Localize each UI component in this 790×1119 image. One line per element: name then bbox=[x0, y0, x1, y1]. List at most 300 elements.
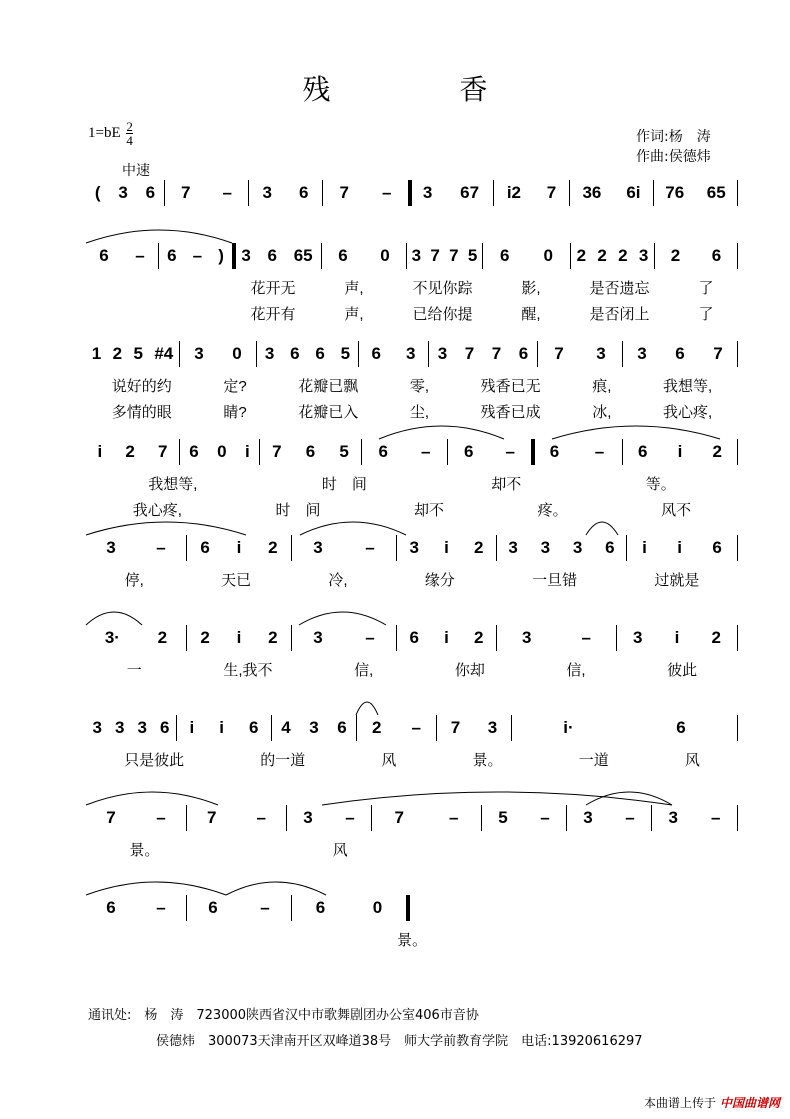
lyric-word: 景。 bbox=[472, 752, 503, 769]
note: 6 bbox=[99, 246, 109, 265]
notes-row bbox=[86, 895, 738, 921]
note: – bbox=[421, 442, 431, 461]
note: 3 bbox=[540, 538, 551, 557]
measure bbox=[287, 805, 371, 831]
note: 2 bbox=[372, 718, 382, 737]
lyric-word: 景。 bbox=[396, 932, 427, 949]
measure bbox=[86, 180, 164, 206]
lyric-word: 残香已无 bbox=[480, 378, 541, 395]
note: 3 bbox=[313, 538, 323, 557]
measure bbox=[357, 715, 436, 741]
lyric-word: 了 bbox=[698, 306, 714, 323]
measure bbox=[483, 243, 570, 269]
note: 3 bbox=[437, 344, 448, 363]
contact-info bbox=[88, 1003, 643, 1055]
note: 7 bbox=[449, 246, 459, 265]
note: 3 bbox=[241, 246, 251, 265]
note: 2 bbox=[125, 442, 135, 461]
lyric-word: 生,我不 bbox=[223, 662, 273, 679]
lyric-word: 不见你踪 bbox=[412, 280, 473, 297]
note: 67 bbox=[460, 183, 480, 202]
song-title: 残 香 bbox=[302, 73, 548, 106]
lyric-word: 的一道 bbox=[260, 752, 306, 769]
measure bbox=[372, 805, 481, 831]
note: – bbox=[581, 628, 591, 647]
measure bbox=[180, 439, 259, 465]
lyric-word: 风 bbox=[381, 752, 397, 769]
note: i bbox=[219, 718, 224, 737]
measure bbox=[180, 341, 256, 367]
note: – bbox=[449, 808, 459, 827]
measure bbox=[532, 439, 622, 465]
lyric-line bbox=[86, 279, 738, 299]
measure bbox=[482, 805, 566, 831]
measure bbox=[497, 625, 616, 651]
note: 6 bbox=[267, 246, 277, 265]
note: 3 bbox=[638, 246, 649, 265]
note: 3 bbox=[422, 183, 433, 202]
note: 7 bbox=[272, 442, 282, 461]
measure bbox=[494, 180, 569, 206]
lyric-word: 过就是 bbox=[654, 572, 700, 589]
note: 2 bbox=[576, 246, 587, 265]
note: 7 bbox=[430, 246, 440, 265]
note: 7 bbox=[464, 344, 475, 363]
note: 3 bbox=[194, 344, 204, 363]
lyric-word: 尘, bbox=[409, 404, 430, 421]
lyric-word: 醒, bbox=[521, 306, 541, 323]
note: – bbox=[365, 538, 375, 557]
measure bbox=[260, 439, 361, 465]
note: 7 bbox=[554, 344, 564, 363]
note: 6 bbox=[712, 538, 722, 557]
note: 2 bbox=[618, 246, 628, 265]
lyric-line bbox=[86, 841, 738, 861]
note: 3 bbox=[106, 538, 116, 557]
note: 6 bbox=[315, 344, 325, 363]
note: 0 bbox=[372, 898, 383, 917]
note: 6 bbox=[106, 898, 116, 917]
lyric-word: 时 间 bbox=[275, 502, 321, 519]
note: 6 bbox=[464, 442, 474, 461]
notes-row bbox=[86, 341, 738, 367]
measure bbox=[86, 535, 186, 561]
note: ( bbox=[94, 183, 101, 202]
note: i bbox=[236, 538, 242, 557]
measure bbox=[233, 243, 321, 269]
note: 3 bbox=[583, 808, 593, 827]
note: 0 bbox=[380, 246, 390, 265]
measure bbox=[652, 805, 737, 831]
lyric-word: 信, bbox=[566, 662, 586, 679]
note: – bbox=[222, 183, 232, 202]
barline bbox=[737, 439, 738, 465]
note: – bbox=[594, 442, 605, 461]
measure bbox=[292, 535, 396, 561]
note: – bbox=[540, 808, 550, 827]
note: 3 bbox=[487, 718, 498, 737]
note: – bbox=[711, 808, 721, 827]
lyric-word: 说好的约 bbox=[111, 378, 172, 395]
double-barline bbox=[406, 895, 410, 921]
note: i bbox=[444, 538, 449, 557]
measure bbox=[322, 243, 406, 269]
note: 1 bbox=[91, 344, 102, 363]
time-numerator: 2 bbox=[126, 119, 133, 134]
lyric-line bbox=[86, 377, 738, 397]
note: 2 bbox=[711, 628, 721, 647]
note: 7 bbox=[546, 183, 557, 202]
measure bbox=[359, 341, 428, 367]
note: 6 bbox=[500, 246, 510, 265]
key-label: 1= bbox=[88, 124, 104, 141]
measure bbox=[362, 439, 447, 465]
key-signature bbox=[88, 120, 133, 147]
note: 3 bbox=[633, 628, 643, 647]
note: 3 bbox=[264, 344, 275, 363]
lyric-word: 影, bbox=[521, 280, 541, 297]
note: #4 bbox=[154, 344, 174, 363]
note: 3 bbox=[637, 344, 647, 363]
note: 6 bbox=[711, 246, 722, 265]
note: 6 bbox=[189, 442, 199, 461]
lyric-word: 风不 bbox=[661, 502, 692, 519]
lyric-word: 景。 bbox=[129, 842, 160, 859]
note: i2 bbox=[506, 183, 522, 202]
measure bbox=[570, 180, 653, 206]
lyric-line bbox=[86, 571, 738, 591]
measure bbox=[497, 535, 626, 561]
lyric-word: 残香已成 bbox=[480, 404, 541, 421]
barline bbox=[737, 715, 738, 741]
note: 7 bbox=[181, 183, 191, 202]
note: 2 bbox=[200, 628, 210, 647]
measure bbox=[538, 341, 622, 367]
note: 5 bbox=[340, 344, 351, 363]
note: – bbox=[345, 808, 355, 827]
lyric-word: 疼。 bbox=[537, 502, 568, 519]
note: 7 bbox=[394, 808, 404, 827]
note: 6 bbox=[337, 718, 347, 737]
note: i bbox=[642, 538, 647, 557]
note: 65 bbox=[706, 183, 726, 202]
tempo-marking: 中速 bbox=[122, 163, 150, 179]
note: 7 bbox=[713, 344, 723, 363]
note: 3 bbox=[411, 246, 422, 265]
note: 3 bbox=[309, 718, 319, 737]
note: 3 bbox=[115, 718, 125, 737]
lyric-word: 一道 bbox=[578, 752, 609, 769]
credits bbox=[636, 127, 711, 167]
lyric-line bbox=[86, 475, 738, 495]
note: 2 bbox=[473, 628, 484, 647]
measure bbox=[86, 715, 176, 741]
note: – bbox=[256, 808, 266, 827]
lyric-word: 却不 bbox=[414, 502, 445, 519]
lyric-word: 我想等, bbox=[662, 378, 713, 395]
note: 2 bbox=[268, 628, 278, 647]
note: 0 bbox=[232, 344, 242, 363]
note: – bbox=[505, 442, 515, 461]
upload-text: 本曲谱上传于 bbox=[643, 1096, 716, 1110]
note: – bbox=[365, 628, 375, 647]
note: i bbox=[189, 718, 195, 737]
note: 3 bbox=[409, 538, 420, 557]
lyric-word: 等。 bbox=[645, 476, 676, 493]
measure bbox=[567, 805, 651, 831]
note: 3 bbox=[508, 538, 518, 557]
note: 6 bbox=[299, 183, 309, 202]
note: 3 bbox=[668, 808, 678, 827]
notes-row bbox=[86, 625, 738, 651]
measure bbox=[249, 180, 322, 206]
barline bbox=[737, 180, 738, 206]
measure bbox=[272, 715, 356, 741]
note: 6 bbox=[518, 344, 529, 363]
lyric-word: 痕, bbox=[592, 378, 612, 395]
lyric-word: 风 bbox=[684, 752, 700, 769]
lyric-word: 时 间 bbox=[321, 476, 367, 493]
notes-row bbox=[86, 243, 738, 269]
note: – bbox=[411, 718, 421, 737]
lyric-word: 停, bbox=[124, 572, 144, 589]
lyric-word: 冷, bbox=[328, 572, 348, 589]
note: 2 bbox=[157, 628, 168, 647]
measure bbox=[177, 715, 271, 741]
note: 6 bbox=[200, 538, 210, 557]
note: 0 bbox=[543, 246, 553, 265]
note: 7 bbox=[157, 442, 168, 461]
measure bbox=[627, 535, 737, 561]
composer: 作曲:侯德炜 bbox=[636, 149, 711, 165]
notes-row bbox=[86, 535, 738, 561]
note: 6 bbox=[338, 246, 348, 265]
note: 2 bbox=[473, 538, 484, 557]
barline bbox=[737, 535, 738, 561]
lyric-word: 是否遗忘 bbox=[589, 280, 650, 297]
measure bbox=[86, 439, 179, 465]
measure bbox=[86, 625, 186, 651]
note: 2 bbox=[268, 538, 278, 557]
note: 6 bbox=[676, 718, 686, 737]
note: 3 bbox=[313, 628, 323, 647]
note: i bbox=[674, 628, 680, 647]
measure bbox=[86, 243, 158, 269]
note: 7 bbox=[491, 344, 502, 363]
measure bbox=[187, 805, 286, 831]
note: 2 bbox=[670, 246, 681, 265]
note: 5 bbox=[339, 442, 349, 461]
barline bbox=[737, 243, 738, 269]
note: – bbox=[260, 898, 270, 917]
measure bbox=[165, 180, 248, 206]
note: i· bbox=[563, 718, 574, 737]
lyric-word: 你却 bbox=[454, 662, 485, 679]
lyric-line bbox=[86, 305, 738, 325]
lyric-word: 零, bbox=[409, 378, 430, 395]
note: 6 bbox=[305, 442, 316, 461]
lyric-word: 风 bbox=[332, 842, 348, 859]
note: 3 bbox=[522, 628, 532, 647]
note: 6 bbox=[409, 628, 420, 647]
lyric-word: 花开无 bbox=[250, 280, 296, 297]
lyric-word: 天已 bbox=[221, 572, 252, 589]
lyric-word: 一 bbox=[126, 662, 142, 679]
note: – bbox=[382, 183, 392, 202]
note: i bbox=[677, 538, 682, 557]
note: 6 bbox=[315, 898, 326, 917]
lyric-word: 信, bbox=[354, 662, 374, 679]
note: 6 bbox=[605, 538, 615, 557]
note: i bbox=[444, 628, 449, 647]
lyric-word: 冰, bbox=[592, 404, 612, 421]
lyric-word: 了 bbox=[698, 280, 714, 297]
barline bbox=[737, 805, 738, 831]
note: 5 bbox=[498, 808, 508, 827]
barline bbox=[737, 341, 738, 367]
note: 3 bbox=[596, 344, 606, 363]
measure bbox=[623, 341, 737, 367]
measure bbox=[257, 341, 358, 367]
lyric-word: 声, bbox=[344, 306, 364, 323]
note: 6 bbox=[160, 718, 170, 737]
note: 7 bbox=[339, 183, 349, 202]
measure bbox=[187, 895, 291, 921]
note: 2 bbox=[597, 246, 607, 265]
note: 7 bbox=[207, 808, 217, 827]
note: 3 bbox=[303, 808, 313, 827]
note: 6 bbox=[167, 246, 177, 265]
note: 4 bbox=[281, 718, 291, 737]
lyric-word: 我想等, bbox=[148, 476, 198, 493]
notes-row bbox=[86, 715, 738, 741]
lyric-word: 只是彼此 bbox=[124, 752, 185, 769]
measure bbox=[397, 625, 496, 651]
note: 3 bbox=[572, 538, 583, 557]
note: 6i bbox=[626, 183, 641, 202]
lyric-word: 彼此 bbox=[667, 662, 698, 679]
lyricist: 作词:杨 涛 bbox=[636, 129, 711, 145]
lyric-line bbox=[86, 661, 738, 681]
lyric-word: 我心疼, bbox=[132, 502, 182, 519]
note: – bbox=[625, 808, 635, 827]
measure bbox=[323, 180, 408, 206]
measure bbox=[437, 715, 511, 741]
measure bbox=[654, 180, 737, 206]
note: 2 bbox=[112, 344, 123, 363]
notes-row bbox=[86, 439, 738, 465]
note: 3 bbox=[92, 718, 102, 737]
site-brand: 中国曲谱网 bbox=[719, 1096, 780, 1110]
measure bbox=[623, 439, 737, 465]
lyric-word: 缘分 bbox=[424, 572, 455, 589]
lyric-word: 是否闭上 bbox=[589, 306, 650, 323]
note: 6 bbox=[145, 183, 156, 202]
note: – bbox=[156, 808, 166, 827]
notes-row bbox=[86, 180, 738, 206]
measure bbox=[86, 341, 179, 367]
note: 5 bbox=[467, 246, 478, 265]
contact-line-1: 通讯处: 杨 涛 723000陕西省汉中市歌舞剧团办公室406市音协 bbox=[88, 1008, 479, 1023]
note: i bbox=[236, 628, 242, 647]
note: 7 bbox=[450, 718, 461, 737]
measure bbox=[617, 625, 737, 651]
time-denominator: 4 bbox=[126, 133, 133, 148]
lyric-word: 睛? bbox=[223, 404, 247, 421]
measure bbox=[187, 625, 291, 651]
upload-credit bbox=[644, 1094, 780, 1111]
measure bbox=[512, 715, 737, 741]
note: 5 bbox=[133, 344, 143, 363]
note: 6 bbox=[638, 442, 648, 461]
note: 3 bbox=[406, 344, 416, 363]
lyric-line bbox=[86, 751, 738, 771]
note: – bbox=[156, 538, 166, 557]
lyric-word: 花瓣已飘 bbox=[298, 378, 359, 395]
note: 76 bbox=[665, 183, 685, 202]
measure bbox=[409, 180, 493, 206]
note: 6 bbox=[549, 442, 560, 461]
note: 6 bbox=[249, 718, 259, 737]
measure bbox=[86, 805, 186, 831]
note: ) bbox=[218, 246, 224, 265]
note: 3 bbox=[262, 183, 272, 202]
note: 6 bbox=[675, 344, 685, 363]
measure bbox=[429, 341, 537, 367]
note: 6 bbox=[371, 344, 381, 363]
note: i bbox=[677, 442, 683, 461]
note: i bbox=[245, 442, 250, 461]
measure bbox=[448, 439, 531, 465]
note: 2 bbox=[712, 442, 722, 461]
measure bbox=[407, 243, 482, 269]
contact-line-2: 侯德炜 300073天津南开区双峰道38号 师大学前教育学院 电话:13920616297 bbox=[156, 1034, 643, 1049]
note: 36 bbox=[582, 183, 602, 202]
note: 3· bbox=[104, 628, 120, 647]
note: 7 bbox=[106, 808, 116, 827]
note: 6 bbox=[208, 898, 218, 917]
lyric-word: 花瓣已入 bbox=[298, 404, 359, 421]
lyric-word: 我心疼, bbox=[662, 404, 713, 421]
measure bbox=[655, 243, 737, 269]
note: – bbox=[156, 898, 166, 917]
note: 65 bbox=[293, 246, 313, 265]
lyric-word: 花开有 bbox=[250, 306, 296, 323]
lyric-word: 已给你提 bbox=[412, 306, 473, 323]
note: – bbox=[135, 246, 145, 265]
lyric-word: 一旦错 bbox=[532, 572, 578, 589]
barline bbox=[737, 625, 738, 651]
note: i bbox=[97, 442, 103, 461]
lyric-word: 声, bbox=[344, 280, 364, 297]
note: 3 bbox=[118, 183, 128, 202]
lyric-word: 却不 bbox=[491, 476, 522, 493]
lyric-word: 定? bbox=[223, 378, 247, 395]
notes-row bbox=[86, 805, 738, 831]
measure bbox=[292, 625, 396, 651]
note: 6 bbox=[290, 344, 300, 363]
measure bbox=[86, 895, 186, 921]
measure bbox=[292, 895, 406, 921]
measure bbox=[571, 243, 654, 269]
measure bbox=[397, 535, 496, 561]
measure bbox=[159, 243, 232, 269]
lyric-line bbox=[86, 931, 738, 951]
note: – bbox=[192, 246, 203, 265]
time-signature bbox=[126, 120, 133, 147]
lyric-word: 多情的眼 bbox=[111, 404, 172, 421]
key-note: bE bbox=[103, 124, 121, 141]
